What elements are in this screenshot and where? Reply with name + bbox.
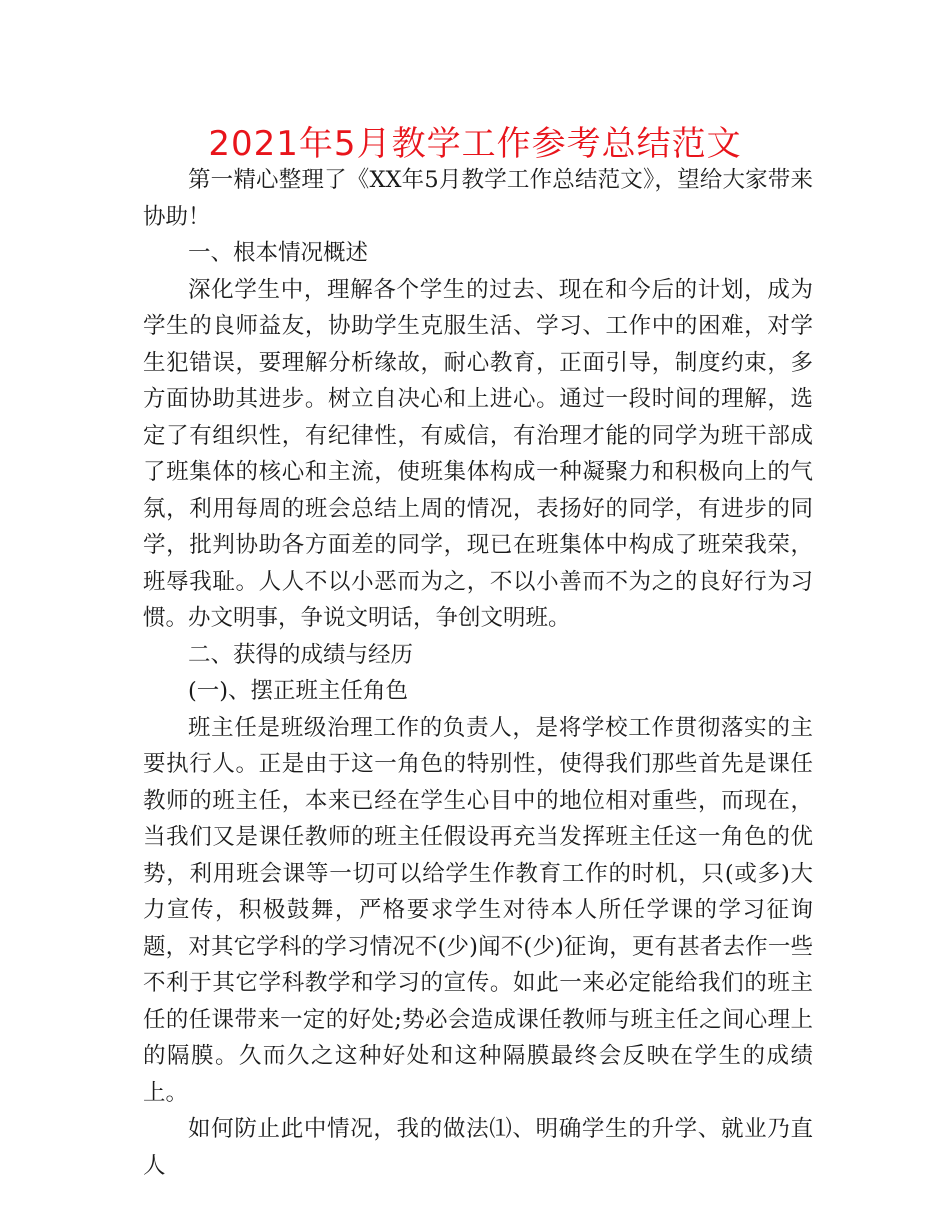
- section-heading-overview: 一、根本情况概述: [188, 240, 369, 266]
- section-heading-achievements: 二、获得的成绩与经历: [188, 641, 414, 668]
- role-paragraph: 班主任是班级治理工作的负责人，是将学校工作贯彻落实的主要执行人。正是由于这一角色的特别性，使得我们那些首先是课任教师的班主任，本来已经在学生心目中的地位相对重些，而现在，当我们又是课任教师的班主任假设再充当发挥班主任这一角色的优势，利用班会课等一切可以给学生作教育工作的时机，只(或多)大力宣传，积极鼓舞，严格要求学生对待本人所任学课的学习征询题，对其它学科的学习情况不(少)闻不(少)征询，更有甚者去作一些不利于其它学科教学和学习的宣传。如此一来必定能给我们的班主任的任课带来一定的好处;势必会造成课任教师与班主任之间心理上的隔膜。久而久之这种好处和这种隔膜最终会反映在学生的成绩上。: [143, 714, 813, 1106]
- method-paragraph: 如何防止此中情况，我的做法⑴、明确学生的升学、就业乃直人: [143, 1116, 813, 1179]
- document-body: [143, 162, 813, 1184]
- intro-paragraph: 第一精心整理了《XX年5月教学工作总结范文》，望给大家带来协助！: [143, 167, 813, 230]
- overview-paragraph: 深化学生中，理解各个学生的过去、现在和今后的计划，成为学生的良师益友，协助学生克服生活、学习、工作中的困难，对学生犯错误，要理解分析缘故，耐心教育，正面引导，制度约束，多方面协助其进步。树立自决心和上进心。通过一段时间的理解，选定了有组织性，有纪律性，有威信，有治理才能的同学为班干部成了班集体的核心和主流，使班集体构成一种凝聚力和积极向上的气氛，利用每周的班会总结上周的情况，表扬好的同学，有进步的同学，批判协助各方面差的同学，现已在班集体中构成了班荣我荣，班辱我耻。人人不以小恶而为之，不以小善而不为之的良好行为习惯。办文明事，争说文明话，争创文明班。: [143, 276, 813, 631]
- document-title: 2021年5月教学工作参考总结范文: [208, 124, 742, 164]
- subsection-heading-role: (一)、摆正班主任角色: [188, 678, 409, 704]
